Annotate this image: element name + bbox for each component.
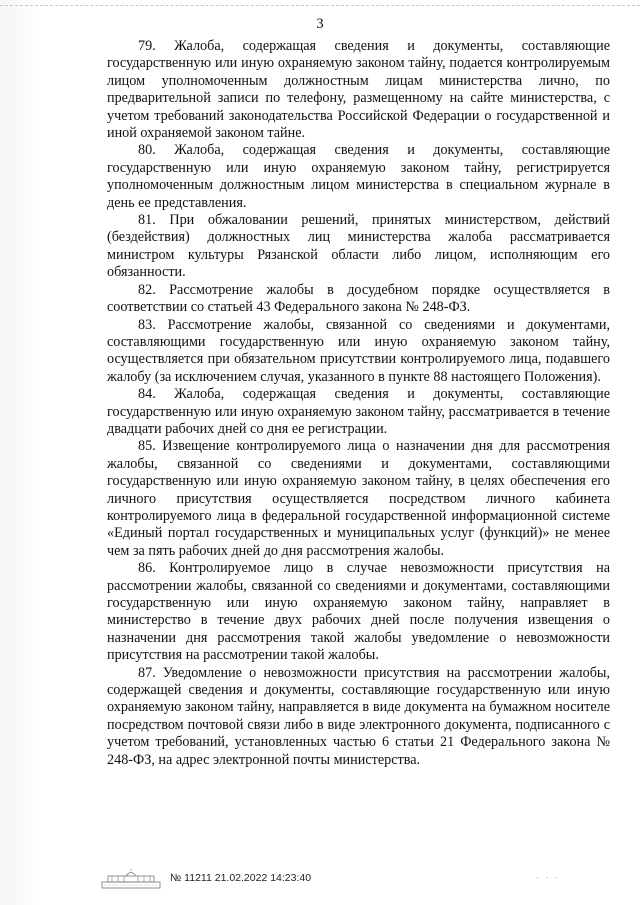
paragraph-87: 87. Уведомление о невозможности присутствия на рассмотрении жалобы, содержащей сведения и документы, составляющие государственную или иную охраняемую законом тайну, направляется в виде документа на бумажном носителе посредством почтовой связи либо в виде электронного документа, подписанного с учетом требований, установленных частью 6 статьи 21 Федерального закона № 248-ФЗ, на адрес электронной почты министерства. xyxy=(107,664,610,768)
document-footer xyxy=(100,868,620,898)
scan-noise-marks: · · · xyxy=(536,872,560,882)
paragraph-81: 81. При обжаловании решений, принятых министерством, действий (бездействия) должностных лиц министерства жалоба рассматривается министром культуры Рязанской области либо лицом, исполняющим его обязанности. xyxy=(107,212,610,281)
document-registration-mark: № 11211 21.02.2022 14:23:40 xyxy=(170,872,312,884)
scan-edge-shadow xyxy=(0,0,40,905)
paragraph-83: 83. Рассмотрение жалобы, связанной со сведениями и документами, составляющими государственную или иную охраняемую законом тайну, осуществляется при обязательном присутствии контролируемого лица, подавшего жалобу (за исключением случая, указанного в пункте 88 настоящего Положения). xyxy=(107,316,610,385)
page-number: 3 xyxy=(316,16,324,32)
scan-top-line xyxy=(0,5,640,6)
paragraph-84: 84. Жалоба, содержащая сведения и документы, составляющие государственную или иную охраняемую законом тайну, рассматривается в течение двадцати рабочих дней со дня ее регистрации. xyxy=(107,386,610,437)
paragraph-79: 79. Жалоба, содержащая сведения и документы, составляющие государственную или иную охраняемую законом тайну, подается контролируемым лицом уполномоченным должностным лицам министерства лично, по предварительной записи по телефону, размещенному на сайте министерства, с учетом требований законодательства Российской Федерации о государственной и иной охраняемой законом тайне. xyxy=(107,38,610,142)
paragraph-85: 85. Извещение контролируемого лица о назначении дня для рассмотрения жалобы, связанной со сведениями и документами, составляющими государственную или иную охраняемую законом тайну, в целях обеспечения его личного присутствия осуществляется посредством личного кабинета контролируемого лица в федеральной государственной информационной системе «Единый портал государственных и муниципальных услуг (функций)» не менее чем за пять рабочих дней до дня рассмотрения жалобы. xyxy=(107,438,610,559)
paragraph-86: 86. Контролируемое лицо в случае невозможности присутствия на рассмотрении жалобы, связанной со сведениями и документами, составляющими государственную или иную охраняемую законом тайну, направляет в министерство в течение двух рабочих дней после получения извещения о назначении дня рассмотрения такой жалобы уведомление о невозможности присутствия на рассмотрении такой жалобы. xyxy=(107,560,610,664)
document-body xyxy=(107,38,610,769)
paragraph-82: 82. Рассмотрение жалобы в досудебном порядке осуществляется в соответствии со статьей 43 Федерального закона № 248-ФЗ. xyxy=(107,281,610,316)
building-seal-icon xyxy=(100,868,162,890)
paragraph-80: 80. Жалоба, содержащая сведения и документы, составляющие государственную или иную охраняемую законом тайну, регистрируется уполномоченным должностным лицом министерства в специальном журнале в день ее представления. xyxy=(107,142,610,211)
